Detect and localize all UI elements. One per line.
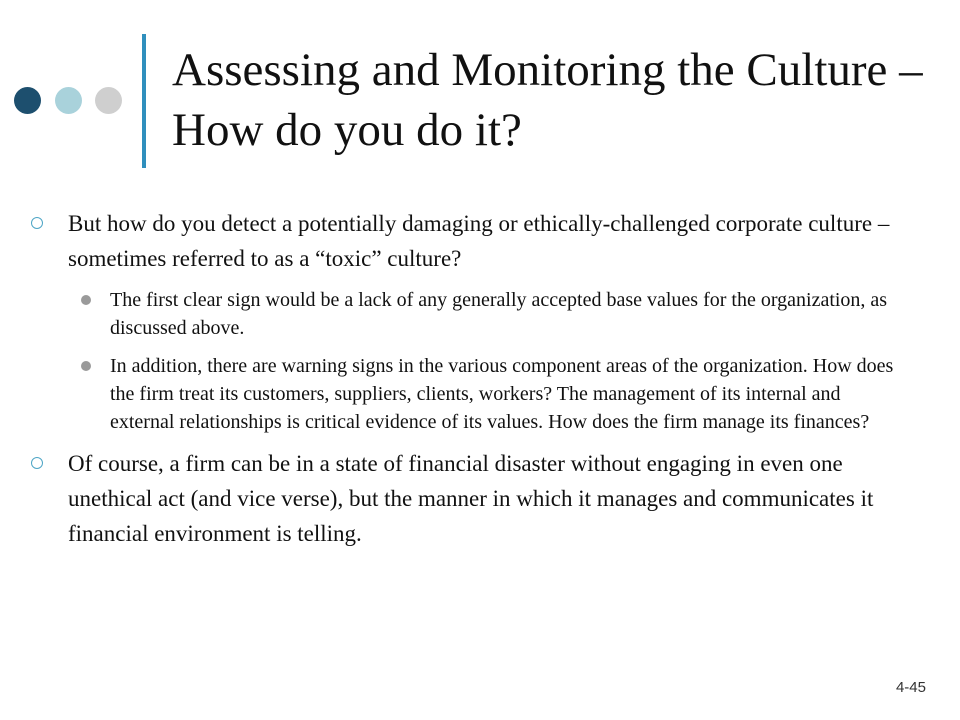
sub-bullet-text: In addition, there are warning signs in the various component areas of the organization. How does the firm treat its customers, suppliers, clients, workers? The management of its internal and external relationships is critical evidence of its values. How does the firm manage its finances?	[110, 355, 894, 433]
decorative-dots	[14, 87, 124, 115]
sub-bullet-item-1	[68, 286, 900, 342]
dot-bullet-icon	[81, 361, 91, 371]
bullet-item-2	[30, 446, 900, 551]
slide-number: 4-45	[895, 679, 926, 696]
dot-bullet-icon	[81, 295, 91, 305]
bullet-text: But how do you detect a potentially damaging or ethically-challenged corporate culture – sometimes referred to as a “toxic” culture?	[68, 211, 890, 271]
dot-mid	[55, 87, 82, 114]
dot-light	[95, 87, 122, 114]
sub-bullet-item-2	[68, 352, 900, 436]
ring-bullet-icon	[31, 457, 43, 469]
slide-title: Assessing and Monitoring the Culture – How do you do it?	[172, 44, 923, 156]
slide-content	[30, 206, 900, 551]
ring-bullet-icon	[31, 217, 43, 229]
bullet-item-1	[30, 206, 900, 436]
dot-dark	[14, 87, 41, 114]
title-accent-bar	[142, 34, 146, 168]
bullet-text: Of course, a firm can be in a state of financial disaster without engaging in even one unethical act (and vice verse), but the manner in which it manages and communicates it financial environment is telling.	[68, 451, 874, 546]
sub-bullet-text: The first clear sign would be a lack of any generally accepted base values for the organization, as discussed above.	[110, 289, 888, 339]
sub-bullet-list	[68, 286, 900, 436]
